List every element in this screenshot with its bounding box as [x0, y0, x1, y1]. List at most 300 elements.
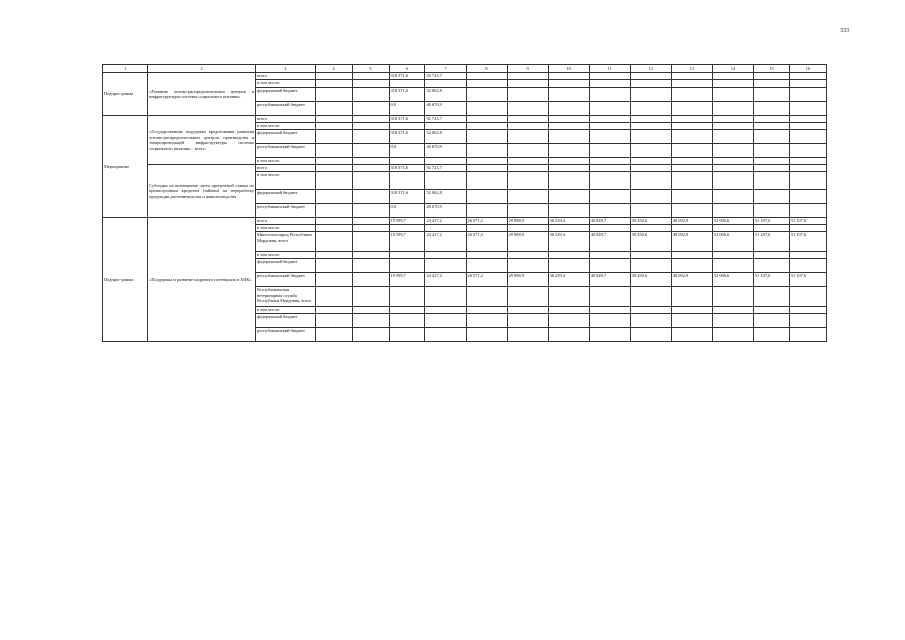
value-cell	[671, 307, 712, 314]
value-cell	[753, 252, 789, 259]
value-cell: 0,0	[389, 102, 425, 116]
funding-source-cell: республиканский бюджет	[256, 328, 316, 342]
value-cell	[789, 328, 826, 342]
funding-source-cell: республиканский бюджет	[256, 144, 316, 158]
value-cell	[789, 165, 826, 172]
funding-source-cell: Республиканская ветеринарная служба Республики Мордовия, всего	[256, 287, 316, 307]
table-row	[103, 218, 827, 225]
column-header: 7	[425, 65, 466, 73]
value-cell: 29 988,9	[507, 218, 548, 225]
value-cell	[548, 73, 589, 80]
value-cell	[589, 259, 630, 273]
value-cell	[466, 259, 507, 273]
value-cell: 36 239,4	[548, 273, 589, 287]
value-cell	[630, 287, 671, 307]
value-cell	[589, 287, 630, 307]
value-cell	[548, 123, 589, 130]
value-cell	[548, 307, 589, 314]
column-header: 5	[352, 65, 389, 73]
value-cell	[630, 80, 671, 88]
value-cell	[671, 225, 712, 232]
value-cell	[789, 116, 826, 123]
value-cell	[466, 307, 507, 314]
value-cell	[753, 314, 789, 328]
value-cell	[789, 314, 826, 328]
value-cell: 36 239,4	[548, 218, 589, 225]
value-cell	[671, 165, 712, 172]
value-cell	[789, 88, 826, 102]
value-cell	[548, 88, 589, 102]
value-cell	[789, 80, 826, 88]
table-row	[103, 73, 827, 80]
value-cell: 26 571,2	[466, 232, 507, 252]
value-cell	[389, 158, 425, 165]
funding-source-cell: в том числе:	[256, 172, 316, 190]
value-cell	[753, 102, 789, 116]
value-cell	[753, 172, 789, 190]
value-cell	[466, 204, 507, 218]
value-cell	[352, 172, 389, 190]
value-cell	[753, 80, 789, 88]
value-cell	[315, 218, 352, 225]
value-cell	[507, 204, 548, 218]
value-cell	[712, 165, 753, 172]
column-header: 2	[148, 65, 256, 73]
value-cell	[712, 225, 753, 232]
value-cell	[425, 252, 466, 259]
value-cell	[712, 287, 753, 307]
value-cell	[789, 287, 826, 307]
value-cell	[712, 252, 753, 259]
value-cell	[548, 144, 589, 158]
value-cell	[789, 225, 826, 232]
value-cell	[789, 102, 826, 116]
value-cell	[630, 307, 671, 314]
value-cell	[507, 307, 548, 314]
value-cell	[630, 88, 671, 102]
value-cell	[466, 116, 507, 123]
value-cell	[753, 123, 789, 130]
value-cell	[671, 314, 712, 328]
program-name-cell: «Государственная поддержка кредитования развития оптово-распределительных центров, производства и товаропроводящей инфраструктуры системы социального питания» - всего:	[148, 116, 256, 165]
value-cell	[466, 80, 507, 88]
value-cell	[352, 259, 389, 273]
value-cell	[589, 116, 630, 123]
table-row	[103, 116, 827, 123]
value-cell	[789, 190, 826, 204]
value-cell	[352, 130, 389, 144]
value-cell	[507, 73, 548, 80]
value-cell	[789, 73, 826, 80]
value-cell	[507, 144, 548, 158]
funding-source-cell: федеральный бюджет	[256, 190, 316, 204]
value-cell	[630, 314, 671, 328]
funding-source-cell: в том числе:	[256, 252, 316, 259]
value-cell	[507, 123, 548, 130]
value-cell	[507, 314, 548, 328]
value-cell	[589, 88, 630, 102]
value-cell	[630, 190, 671, 204]
value-cell	[352, 273, 389, 287]
value-cell: 26 571,2	[466, 218, 507, 225]
value-cell	[712, 123, 753, 130]
value-cell	[548, 314, 589, 328]
value-cell	[589, 144, 630, 158]
value-cell: 318 371,6	[389, 88, 425, 102]
value-cell: 318 371,6	[389, 130, 425, 144]
value-cell	[671, 158, 712, 165]
funding-source-cell: в том числе:	[256, 80, 316, 88]
value-cell	[630, 123, 671, 130]
value-cell	[671, 88, 712, 102]
value-cell	[507, 287, 548, 307]
value-cell: 24 417,2	[425, 218, 466, 225]
column-header: 10	[548, 65, 589, 73]
value-cell: 51 107,6	[753, 218, 789, 225]
value-cell	[548, 116, 589, 123]
value-cell	[630, 204, 671, 218]
value-cell	[352, 232, 389, 252]
value-cell: 40 849,7	[589, 218, 630, 225]
value-cell	[352, 328, 389, 342]
value-cell: 52 062,8	[425, 130, 466, 144]
value-cell	[712, 144, 753, 158]
value-cell	[389, 123, 425, 130]
value-cell	[466, 144, 507, 158]
funding-source-cell: Минсельхозпрод Республики Мордовия, всего	[256, 232, 316, 252]
value-cell: 24 417,2	[425, 273, 466, 287]
value-cell: 52 006,6	[712, 232, 753, 252]
value-cell	[315, 165, 352, 172]
value-cell	[753, 144, 789, 158]
value-cell	[753, 190, 789, 204]
value-cell	[548, 130, 589, 144]
value-cell	[712, 130, 753, 144]
value-cell	[315, 307, 352, 314]
value-cell	[753, 130, 789, 144]
value-cell	[671, 102, 712, 116]
funding-source-cell: федеральный бюджет	[256, 88, 316, 102]
value-cell	[425, 172, 466, 190]
value-cell	[315, 158, 352, 165]
value-cell	[315, 252, 352, 259]
value-cell	[425, 158, 466, 165]
value-cell	[315, 102, 352, 116]
value-cell	[789, 144, 826, 158]
value-cell	[548, 252, 589, 259]
value-cell	[507, 102, 548, 116]
value-cell: 40 849,7	[589, 232, 630, 252]
value-cell	[671, 204, 712, 218]
value-cell	[712, 190, 753, 204]
funding-source-cell: федеральный бюджет	[256, 314, 316, 328]
value-cell: 39 450,6	[630, 218, 671, 225]
funding-source-cell: в том числе:	[256, 158, 316, 165]
value-cell: 36 239,4	[548, 232, 589, 252]
column-header: 6	[389, 65, 425, 73]
value-cell: 318 371,6	[389, 116, 425, 123]
value-cell	[466, 225, 507, 232]
section-type-cell: Подпрог-рамма	[103, 73, 148, 116]
value-cell	[753, 225, 789, 232]
value-cell	[589, 102, 630, 116]
value-cell	[589, 307, 630, 314]
value-cell	[315, 204, 352, 218]
value-cell	[466, 287, 507, 307]
value-cell	[352, 80, 389, 88]
value-cell: 40 849,7	[589, 273, 630, 287]
value-cell	[630, 102, 671, 116]
value-cell	[466, 158, 507, 165]
value-cell	[548, 225, 589, 232]
value-cell	[315, 190, 352, 204]
value-cell	[712, 204, 753, 218]
value-cell	[548, 102, 589, 116]
value-cell	[548, 165, 589, 172]
value-cell	[425, 80, 466, 88]
value-cell	[589, 204, 630, 218]
budget-table	[102, 64, 827, 342]
value-cell	[671, 73, 712, 80]
value-cell	[466, 130, 507, 144]
funding-source-cell: федеральный бюджет	[256, 259, 316, 273]
column-header: 9	[507, 65, 548, 73]
value-cell	[466, 190, 507, 204]
value-cell	[389, 314, 425, 328]
value-cell	[352, 102, 389, 116]
value-cell	[389, 307, 425, 314]
value-cell	[389, 287, 425, 307]
funding-source-cell: республиканский бюджет	[256, 204, 316, 218]
page-number: 333	[840, 28, 849, 34]
header-row	[103, 65, 827, 73]
value-cell	[753, 158, 789, 165]
column-header: 3	[256, 65, 316, 73]
value-cell	[589, 328, 630, 342]
value-cell	[315, 328, 352, 342]
value-cell	[352, 225, 389, 232]
value-cell: 39 450,6	[630, 273, 671, 287]
value-cell	[425, 307, 466, 314]
column-header: 16	[789, 65, 826, 73]
value-cell	[507, 252, 548, 259]
value-cell	[466, 314, 507, 328]
value-cell	[789, 307, 826, 314]
value-cell	[352, 88, 389, 102]
column-header: 12	[630, 65, 671, 73]
value-cell	[712, 88, 753, 102]
value-cell	[753, 287, 789, 307]
funding-source-cell: всего	[256, 165, 316, 172]
value-cell	[315, 144, 352, 158]
value-cell: 40 670,9	[425, 204, 466, 218]
value-cell: 52 006,6	[712, 218, 753, 225]
value-cell	[753, 204, 789, 218]
value-cell	[630, 225, 671, 232]
value-cell	[352, 158, 389, 165]
program-name-cell: «Развитие оптово-распределительных центров и инфраструктуры системы социального питания»	[148, 73, 256, 116]
value-cell	[712, 328, 753, 342]
value-cell	[466, 73, 507, 80]
value-cell	[630, 144, 671, 158]
column-header: 1	[103, 65, 148, 73]
program-name-cell: Субсидии на возмещение части процентной ставки по краткосрочным кредитам (займам) на переработку продукции растениеводства и животноводства	[148, 165, 256, 218]
value-cell: 318 371,6	[389, 73, 425, 80]
value-cell: 29 988,9	[507, 232, 548, 252]
value-cell	[789, 259, 826, 273]
value-cell	[548, 328, 589, 342]
value-cell	[507, 172, 548, 190]
value-cell	[548, 204, 589, 218]
value-cell	[589, 314, 630, 328]
funding-source-cell: федеральный бюджет	[256, 130, 316, 144]
value-cell: 48 092,9	[671, 273, 712, 287]
value-cell	[315, 273, 352, 287]
value-cell	[425, 225, 466, 232]
value-cell: 0,0	[389, 144, 425, 158]
value-cell	[389, 172, 425, 190]
value-cell: 19 599,7	[389, 232, 425, 252]
value-cell	[315, 232, 352, 252]
funding-source-cell: всего	[256, 116, 316, 123]
value-cell: 24 417,2	[425, 232, 466, 252]
value-cell	[712, 80, 753, 88]
value-cell	[712, 172, 753, 190]
value-cell	[589, 190, 630, 204]
value-cell	[315, 73, 352, 80]
value-cell	[315, 88, 352, 102]
value-cell	[315, 259, 352, 273]
funding-source-cell: в том числе:	[256, 123, 316, 130]
value-cell	[315, 80, 352, 88]
value-cell	[315, 287, 352, 307]
value-cell	[753, 116, 789, 123]
value-cell	[671, 130, 712, 144]
value-cell	[589, 252, 630, 259]
value-cell	[466, 252, 507, 259]
value-cell	[389, 252, 425, 259]
value-cell	[671, 116, 712, 123]
value-cell	[630, 130, 671, 144]
value-cell: 51 107,6	[753, 273, 789, 287]
value-cell	[389, 80, 425, 88]
funding-source-cell: республиканский бюджет	[256, 102, 316, 116]
value-cell: 92 723,7	[425, 73, 466, 80]
value-cell: 52 062,8	[425, 88, 466, 102]
table-row	[103, 165, 827, 172]
column-header: 8	[466, 65, 507, 73]
value-cell: 26 571,2	[466, 273, 507, 287]
value-cell	[507, 88, 548, 102]
value-cell	[712, 116, 753, 123]
value-cell	[466, 172, 507, 190]
funding-source-cell: всего	[256, 218, 316, 225]
value-cell	[315, 314, 352, 328]
value-cell	[548, 259, 589, 273]
value-cell	[389, 328, 425, 342]
value-cell	[589, 73, 630, 80]
value-cell: 48 092,9	[671, 232, 712, 252]
value-cell	[352, 165, 389, 172]
funding-source-cell: в том числе:	[256, 307, 316, 314]
value-cell	[425, 123, 466, 130]
value-cell	[712, 314, 753, 328]
value-cell	[789, 252, 826, 259]
value-cell: 92 723,7	[425, 116, 466, 123]
value-cell	[789, 204, 826, 218]
section-type-cell: Мероприятие	[103, 116, 148, 218]
value-cell	[630, 116, 671, 123]
value-cell	[507, 225, 548, 232]
value-cell	[352, 144, 389, 158]
value-cell	[548, 172, 589, 190]
value-cell	[671, 252, 712, 259]
value-cell	[466, 88, 507, 102]
value-cell	[589, 172, 630, 190]
column-header: 14	[712, 65, 753, 73]
value-cell	[630, 165, 671, 172]
value-cell	[671, 259, 712, 273]
value-cell	[425, 328, 466, 342]
value-cell	[630, 252, 671, 259]
value-cell	[789, 172, 826, 190]
value-cell	[507, 130, 548, 144]
value-cell	[712, 102, 753, 116]
value-cell: 51 107,6	[789, 273, 826, 287]
value-cell	[466, 123, 507, 130]
value-cell	[671, 80, 712, 88]
value-cell	[671, 328, 712, 342]
value-cell	[630, 259, 671, 273]
value-cell: 29 988,9	[507, 273, 548, 287]
value-cell	[712, 307, 753, 314]
value-cell	[425, 314, 466, 328]
value-cell	[589, 158, 630, 165]
value-cell	[507, 259, 548, 273]
value-cell: 51 107,6	[789, 232, 826, 252]
value-cell	[671, 190, 712, 204]
value-cell	[589, 80, 630, 88]
column-header: 11	[589, 65, 630, 73]
value-cell	[352, 73, 389, 80]
value-cell	[507, 190, 548, 204]
value-cell	[466, 165, 507, 172]
value-cell	[753, 73, 789, 80]
value-cell	[548, 287, 589, 307]
value-cell: 52 062,8	[425, 190, 466, 204]
value-cell	[352, 314, 389, 328]
value-cell	[548, 158, 589, 165]
value-cell	[753, 307, 789, 314]
value-cell	[671, 287, 712, 307]
value-cell	[712, 259, 753, 273]
value-cell	[352, 287, 389, 307]
value-cell: 52 006,6	[712, 273, 753, 287]
value-cell	[425, 259, 466, 273]
value-cell	[352, 116, 389, 123]
value-cell	[548, 80, 589, 88]
value-cell	[671, 144, 712, 158]
value-cell	[753, 259, 789, 273]
value-cell	[589, 165, 630, 172]
section-type-cell: Подпрог-рамма	[103, 218, 148, 342]
value-cell	[315, 225, 352, 232]
value-cell	[753, 88, 789, 102]
value-cell	[352, 204, 389, 218]
value-cell	[548, 190, 589, 204]
value-cell: 0,0	[389, 204, 425, 218]
program-name-cell: «Поддержка и развитие кадрового потенциала в АПК»	[148, 218, 256, 342]
